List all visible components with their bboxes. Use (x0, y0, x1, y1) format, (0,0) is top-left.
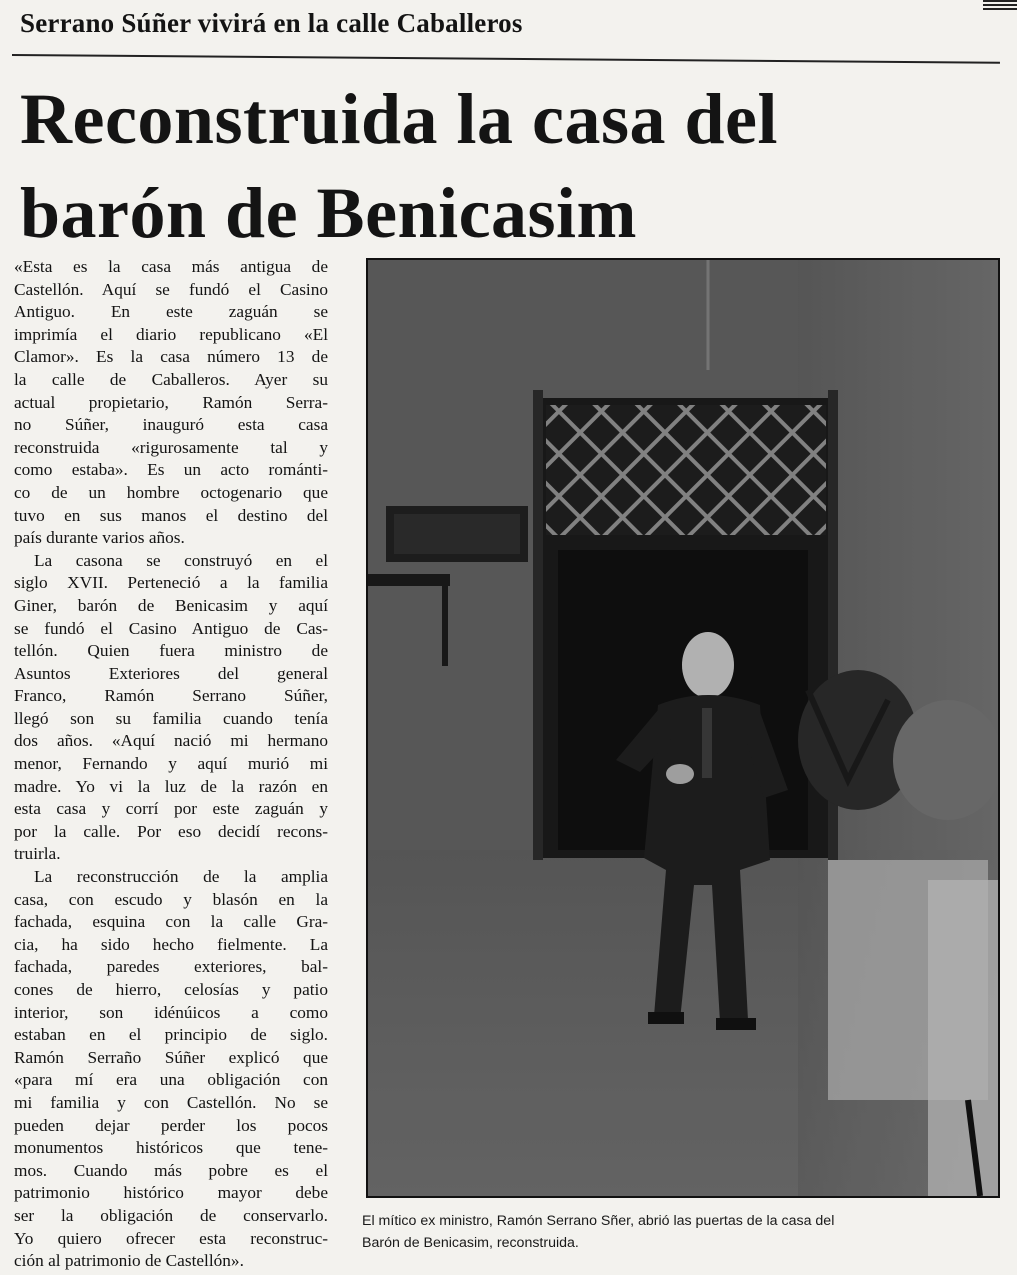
body-line: actual propietario, Ramón Serra- (14, 392, 328, 412)
body-line: Yo quiero ofrecer esta reconstruc- (14, 1228, 328, 1248)
body-line: mos. Cuando más pobre es el (14, 1160, 328, 1180)
body-line: monumentos históricos que tene- (14, 1138, 328, 1158)
body-line: fachada, paredes exteriores, bal- (14, 957, 328, 977)
body-line: patrimonio histórico mayor debe (14, 1183, 328, 1203)
article-photo (366, 258, 1000, 1198)
photo-caption (362, 1210, 1002, 1254)
body-line: Asuntos Exteriores del general (14, 663, 328, 683)
body-line: esta casa y corrí por este zaguán y (14, 799, 328, 819)
article-body (14, 256, 328, 1273)
body-line: ción al patrimonio de Castellón». (14, 1251, 244, 1271)
body-line: interior, son idénúicos a como (14, 1002, 328, 1022)
body-line: casa, con escudo y blasón en la (14, 889, 328, 909)
body-line: La casona se construyó en el (34, 550, 328, 570)
body-line: Castellón. Aquí se fundó el Casino (14, 279, 328, 299)
body-line: cones de hierro, celosías y patio (14, 980, 328, 999)
body-line: Giner, barón de Benicasim y aquí (14, 595, 328, 615)
body-line: «Esta es la casa más antigua de (14, 257, 328, 276)
page-edge-mark (983, 0, 1017, 12)
body-line: Franco, Ramón Serrano Súñer, (14, 686, 328, 706)
body-line: truirla. (14, 844, 61, 864)
photo-illustration (368, 260, 998, 1196)
body-line: imprimía el diario republicano «El (14, 324, 328, 344)
body-line: cia, ha sido hecho fielmente. La (14, 934, 328, 954)
body-line: dos años. «Aquí nació mi hermano (14, 731, 328, 751)
body-line: tellón. Quien fuera ministro de (14, 641, 328, 661)
kicker-headline: Serrano Súñer vivirá en la calle Caballeros (20, 8, 523, 38)
body-line: siglo XVII. Perteneció a la familia (14, 573, 328, 593)
body-line: pueden dejar perder los pocos (14, 1115, 328, 1135)
body-line: Ramón Serraño Súñer explicó que (14, 1047, 328, 1067)
body-line: Antiguo. En este zaguán se (14, 302, 328, 322)
body-line: La reconstrucción de la amplia (34, 867, 328, 887)
body-line: madre. Yo vi la luz de la razón en (14, 776, 328, 796)
body-line: llegó son su familia cuando tenía (14, 708, 328, 728)
headline-line-1: Reconstruida la casa del (20, 79, 778, 159)
body-line: mi familia y con Castellón. No se (14, 1092, 328, 1112)
body-line: co de un hombre octogenario que (14, 482, 328, 502)
body-line: ser la obligación de conservarlo. (14, 1205, 328, 1225)
body-line: no Súñer, inauguró esta casa (14, 415, 328, 435)
body-line: fachada, esquina con la calle Gra- (14, 912, 328, 932)
caption-line-2: Barón de Benicasim, reconstruida. (362, 1235, 579, 1251)
body-line: menor, Fernando y aquí murió mi (14, 754, 328, 774)
body-line: «para mí era una obligación con (14, 1070, 328, 1090)
body-line: como estaba». Es un acto románti- (14, 460, 328, 480)
body-line: la calle de Caballeros. Ayer su (14, 369, 328, 389)
body-line: estaban en el principio de siglo. (14, 1025, 328, 1045)
body-line: país durante varios años. (14, 528, 185, 548)
body-line: por la calle. Por eso decidí recons- (14, 821, 328, 841)
caption-line-1: El mítico ex ministro, Ramón Serrano Sñer, abrió las puertas de la casa del (362, 1213, 835, 1229)
body-line: tuvo en sus manos el destino del (14, 505, 328, 525)
headline-line-2: barón de Benicasim (20, 173, 638, 253)
body-line: Clamor». Es la casa número 13 de (14, 347, 328, 367)
main-headline (20, 72, 980, 260)
body-line: reconstruida «rigurosamente tal y (14, 437, 328, 457)
body-line: se fundó el Casino Antiguo de Cas- (14, 618, 328, 638)
header-rule (12, 54, 1000, 64)
